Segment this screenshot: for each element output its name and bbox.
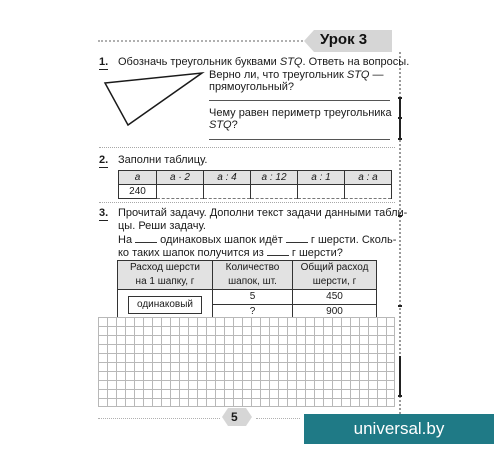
table-header-cell: a xyxy=(119,171,157,185)
fill-in-blank[interactable] xyxy=(286,234,308,243)
triangle-outline xyxy=(105,73,202,125)
table-header-cell: a : 4 xyxy=(204,171,251,185)
task-1-prompt: Обозначь треугольник буквами STQ. Ответь на вопросы. xyxy=(118,56,410,68)
section-divider xyxy=(99,147,395,148)
task-2-table xyxy=(118,170,392,199)
task-1-number: 1. xyxy=(99,56,109,68)
table-header-cell: a : 1 xyxy=(298,171,345,185)
task-3-number: 3. xyxy=(99,207,109,219)
rail-bracket xyxy=(399,97,401,140)
task-3-problem-line-2: ко таких шапок получится из г шерсти? xyxy=(118,247,343,259)
table-cell: 450 xyxy=(293,290,377,305)
answer-cell[interactable] xyxy=(204,185,251,199)
column-header-total: Общий расход шерсти, г xyxy=(293,261,377,290)
task-3-problem-line-1: На одинаковых шапок идёт г шерсти. Сколь- xyxy=(118,234,397,246)
table-header-cell: a : a xyxy=(345,171,392,185)
footer-rule xyxy=(98,418,220,419)
page-number: 5 xyxy=(231,410,238,424)
row-label: одинаковый xyxy=(128,296,202,314)
column-header-consumption: Расход шерсти на 1 шапку, г xyxy=(118,261,213,290)
table-header-cell: a : 12 xyxy=(251,171,298,185)
column-header-count: Количество шапок, шт. xyxy=(213,261,293,290)
table-cell: ? xyxy=(213,305,293,320)
rail-tick xyxy=(398,305,402,307)
triangle-figure xyxy=(100,70,210,130)
row-label-cell xyxy=(118,290,213,320)
task-1-question-1: Верно ли, что треугольник STQ — xyxy=(209,69,384,81)
task-2-number: 2. xyxy=(99,154,109,166)
task-2-prompt: Заполни таблицу. xyxy=(118,154,208,166)
fill-in-blank[interactable] xyxy=(135,234,157,243)
graph-paper-area[interactable] xyxy=(98,317,395,407)
watermark: universal.by xyxy=(304,414,494,444)
rail-bracket xyxy=(399,356,401,396)
task-3-prompt-line-2: цы. Реши задачу. xyxy=(118,220,206,232)
answer-line[interactable] xyxy=(209,100,390,101)
task-3-prompt-line-1: Прочитай задачу. Дополни текст задачи данными табли- xyxy=(118,207,408,219)
task-3-table xyxy=(117,260,377,320)
table-cell: 240 xyxy=(119,185,157,199)
header-rule xyxy=(98,40,310,42)
task-1-question-2-cont: STQ? xyxy=(209,119,238,131)
table-header-cell: a · 2 xyxy=(157,171,204,185)
fill-in-blank[interactable] xyxy=(267,247,289,256)
table-cell: 5 xyxy=(213,290,293,305)
answer-cell[interactable] xyxy=(157,185,204,199)
section-divider xyxy=(99,202,395,203)
answer-cell[interactable] xyxy=(251,185,298,199)
task-1-question-1-cont: прямоугольный? xyxy=(209,81,295,93)
task-1-question-2: Чему равен периметр треугольника xyxy=(209,107,392,119)
answer-cell[interactable] xyxy=(345,185,392,199)
lesson-title: Урок 3 xyxy=(320,31,368,48)
footer-rule xyxy=(256,418,300,419)
answer-line[interactable] xyxy=(209,139,390,140)
answer-cell[interactable] xyxy=(298,185,345,199)
table-cell: 900 xyxy=(293,305,377,320)
